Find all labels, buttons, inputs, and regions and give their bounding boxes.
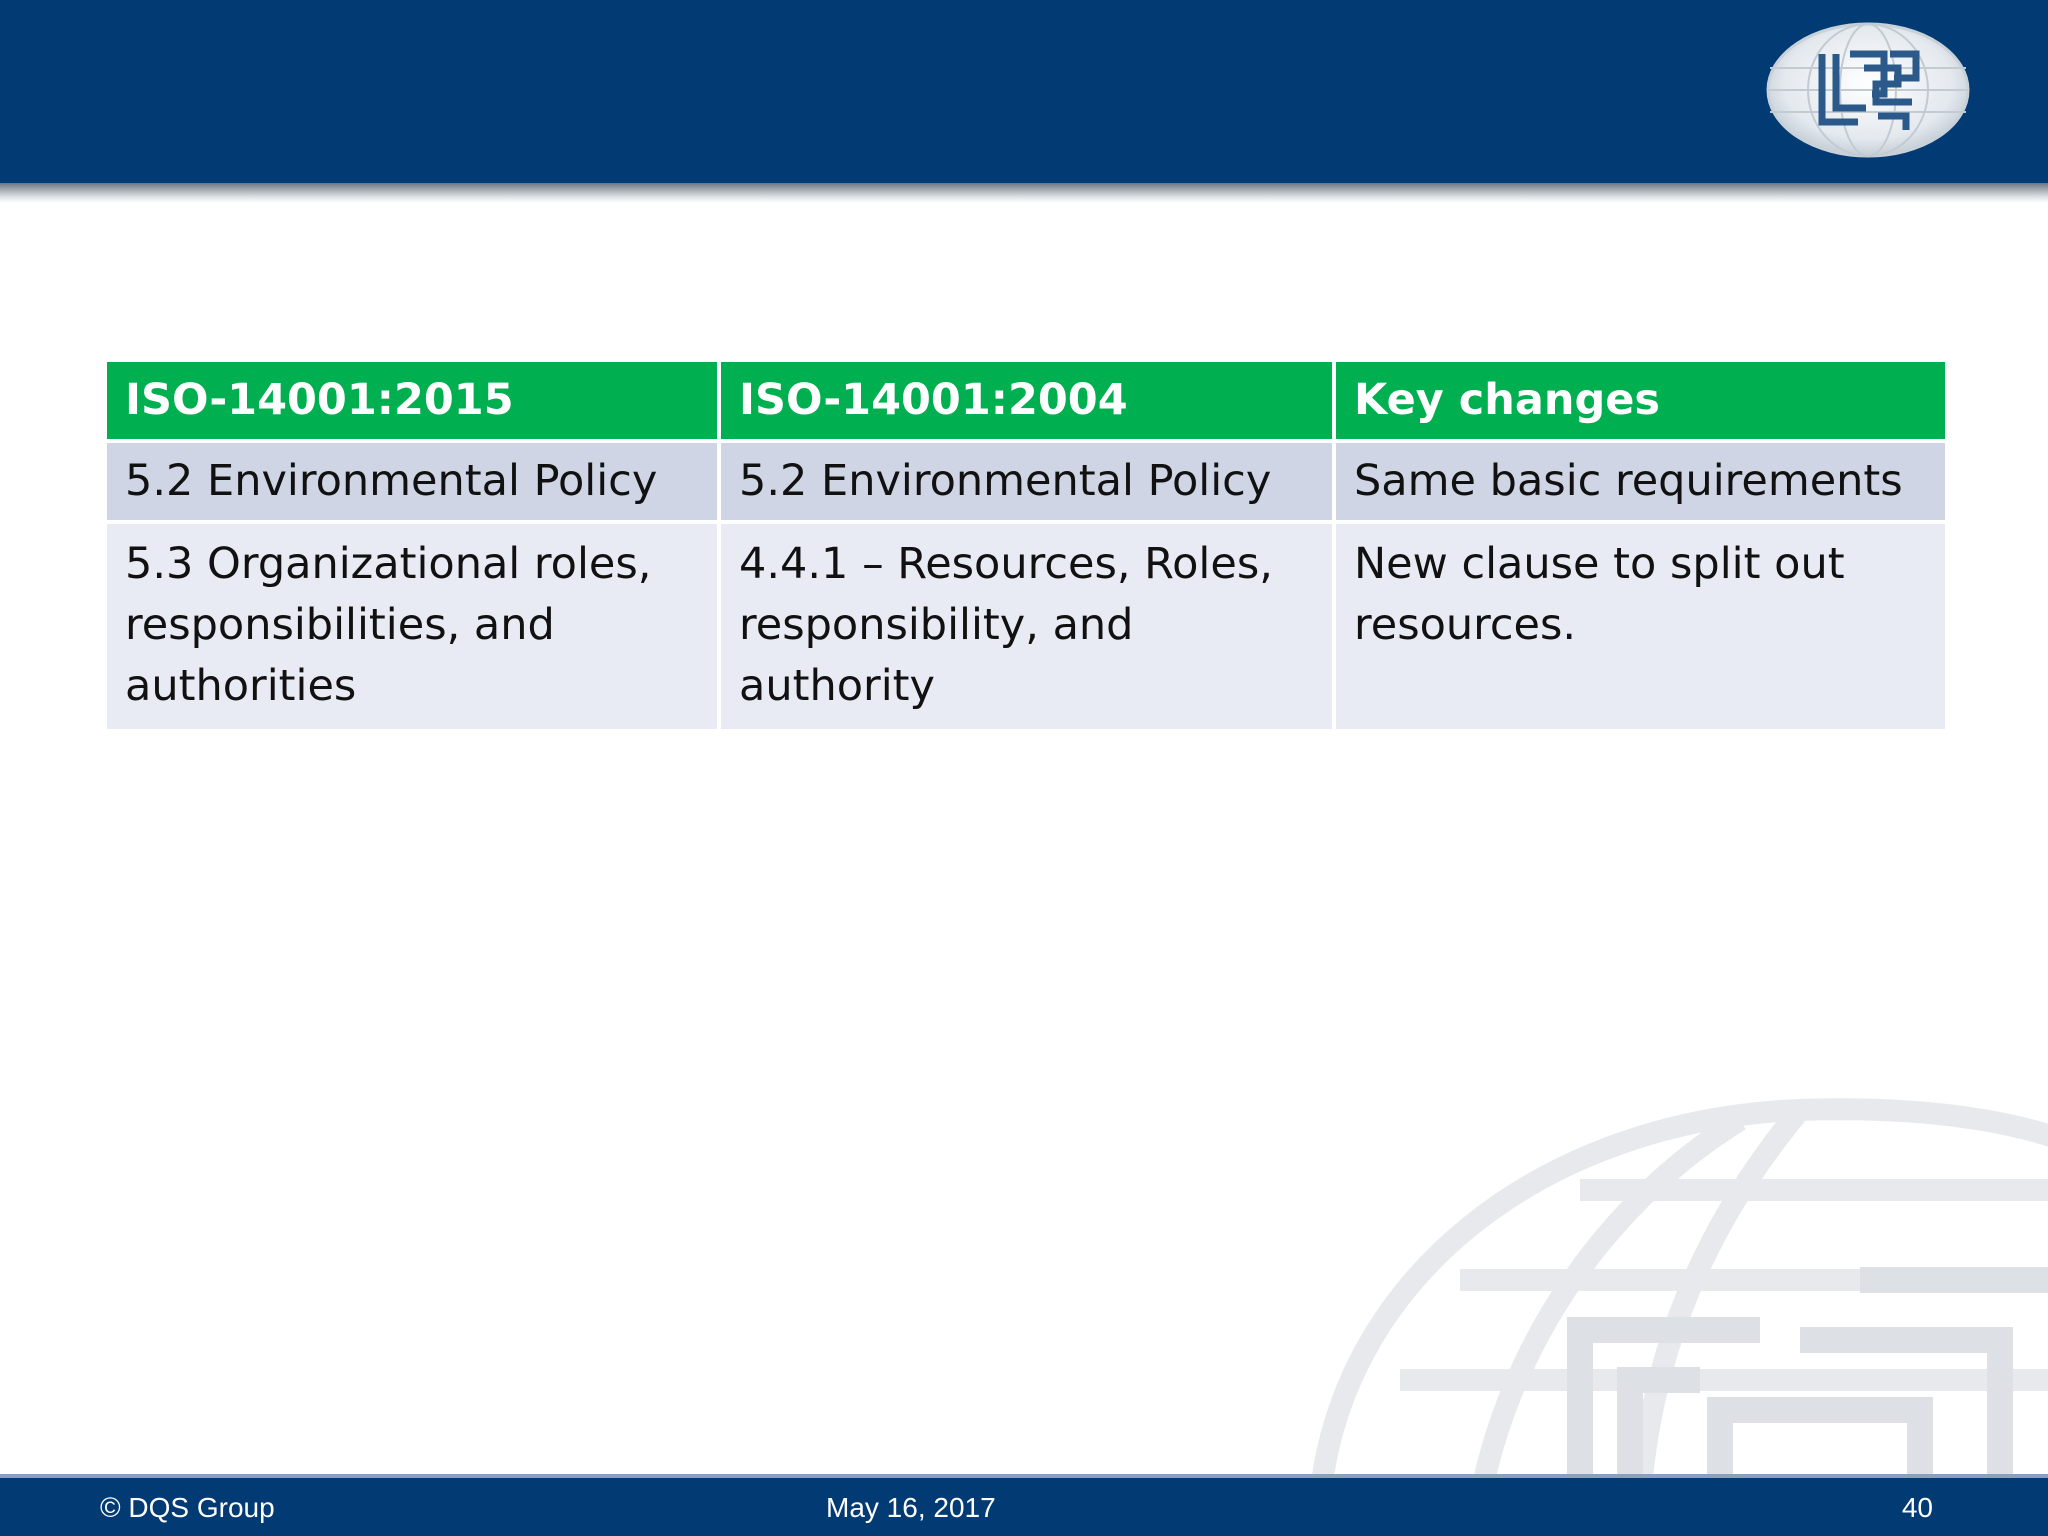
footer-date: May 16, 2017	[826, 1492, 996, 1523]
footer-copyright: © DQS Group	[100, 1492, 275, 1523]
footer-page-number: 40	[1901, 1492, 1933, 1523]
comparison-table-container	[103, 358, 1945, 733]
table-row	[105, 522, 1947, 731]
header-key-changes: Key changes	[1334, 360, 1947, 441]
table-row	[105, 441, 1947, 522]
header-iso-2015: ISO-14001:2015	[105, 360, 719, 441]
comparison-table	[103, 358, 1949, 733]
header-iso-2004: ISO-14001:2004	[719, 360, 1334, 441]
cell-key-changes: Same basic requirements	[1334, 441, 1947, 522]
cell-key-changes: New clause to split out resources.	[1334, 522, 1947, 731]
header-band	[0, 0, 2048, 183]
footer-bar	[0, 1478, 2048, 1536]
cell-iso-2004: 4.4.1 – Resources, Roles, responsibility, and authority	[719, 522, 1334, 731]
table-header-row	[105, 360, 1947, 441]
cell-iso-2015: 5.2 Environmental Policy	[105, 441, 719, 522]
globe-watermark-icon	[1280, 1080, 2048, 1500]
dqs-logo-icon	[1766, 20, 1970, 160]
cell-iso-2015: 5.3 Organizational roles, responsibilities, and authorities	[105, 522, 719, 731]
header-shadow	[0, 183, 2048, 203]
cell-iso-2004: 5.2 Environmental Policy	[719, 441, 1334, 522]
